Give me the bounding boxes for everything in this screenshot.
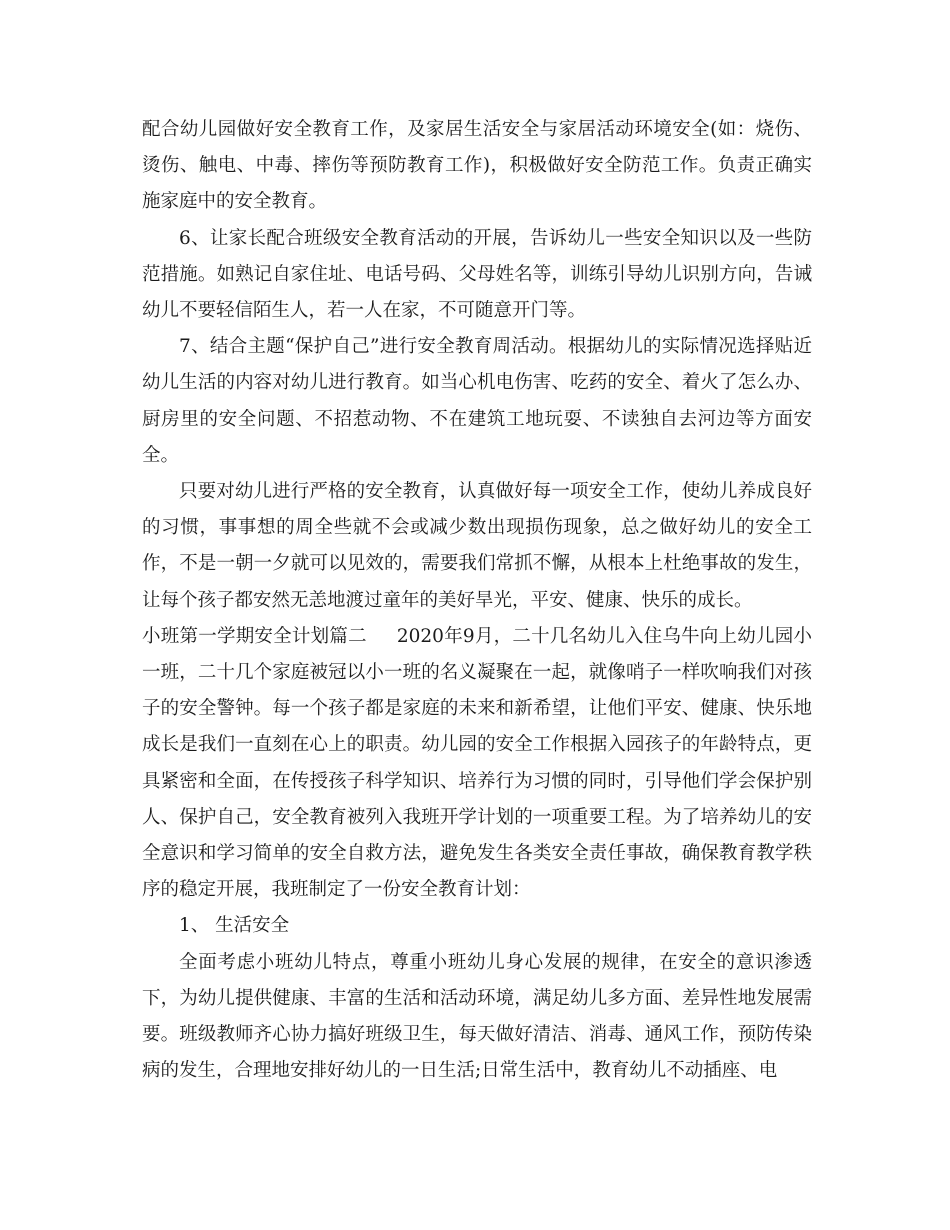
paragraph-item-6: 6、让家长配合班级安全教育活动的开展，告诉幼儿一些安全知识以及一些防范措施。如熟记自家住址、电话号码、父母姓名等，训练引导幼儿识别方向，告诫幼儿不要轻信陌生人，若一人在家，不可随意开门等。 bbox=[142, 227, 812, 322]
paragraph-life-safety: 全面考虑小班幼儿特点，尊重小班幼儿身心发展的规律，在安全的意识渗透下，为幼儿提供健康、丰富的生活和活动环境，满足幼儿多方面、差异性地发展需要。班级教师齐心协力搞好班级卫生，每天做好清洁、消毒、通风工作，预防传染病的发生，合理地安排好幼儿的一日生活;日常生活中，教育幼儿不动插座、电 bbox=[142, 951, 812, 1082]
subheading-life-safety: 1、 生活安全 bbox=[179, 915, 290, 937]
document-body bbox=[142, 112, 812, 1089]
section-two-intro bbox=[142, 619, 812, 909]
section-two-title: 小班第一学期安全计划篇二 bbox=[142, 625, 367, 647]
section-two-lead: 2020年9月，二十几名幼儿入住乌牛向上幼儿园小一班，二十几个家庭被冠以小一班的名义凝聚在一起，就像哨子一样吹响我们对孩子的安全警钟。每一个孩子都是家庭的未来和新希望，让他们平安、健康、快乐地成长是我们一直刻在心上的职责。幼儿园的安全工作根据入园孩子的年龄特点，更具紧密和全面，在传授孩子科学知识、培养行为习惯的同时，引导他们学会保护别人、保护自己，安全教育被列入我班开学计划的一项重要工程。为了培养幼儿的安全意识和学习简单的安全自救方法，避免发生各类安全责任事故，确保教育教学秩序的稳定开展，我班制定了一份安全教育计划： bbox=[142, 625, 812, 901]
paragraph-item-7: 7、结合主题“保护自己”进行安全教育周活动。根据幼儿的实际情况选择贴近幼儿生活的内容对幼儿进行教育。如当心机电伤害、吃药的安全、着火了怎么办、厨房里的安全问题、不招惹动物、不在建筑工地玩耍、不读独自去河边等方面安全。 bbox=[142, 336, 812, 466]
paragraph-continued: 配合幼儿园做好安全教育工作，及家居生活安全与家居活动环境安全(如：烧伤、烫伤、触电、中毒、摔伤等预防教育工作)，积极做好安全防范工作。负责正确实施家庭中的安全教育。 bbox=[142, 119, 812, 213]
paragraph-summary: 只要对幼儿进行严格的安全教育，认真做好每一项安全工作，使幼儿养成良好的习惯，事事想的周全些就不会或减少数出现损伤现象，总之做好幼儿的安全工作，不是一朝一夕就可以见效的，需要我们常抓不懈，从根本上杜绝事故的发生，让每个孩子都安然无恙地渡过童年的美好旱光，平安、健康、快乐的成长。 bbox=[142, 481, 812, 611]
